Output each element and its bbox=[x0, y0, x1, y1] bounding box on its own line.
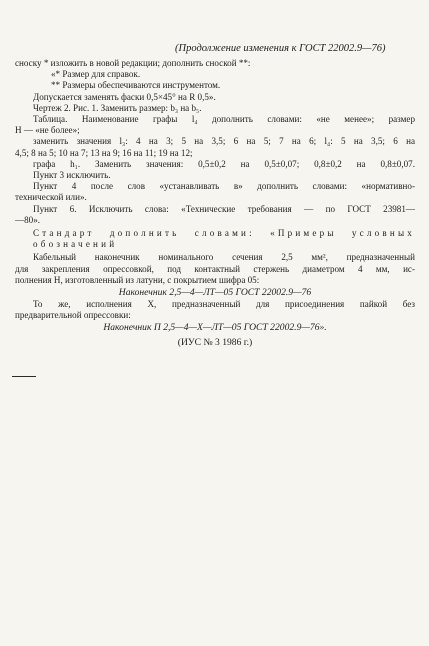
document-body bbox=[15, 58, 415, 350]
text-line: Стандарт дополнить словами: «Примеры условных обозначений bbox=[33, 228, 415, 250]
text-line: Кабельный наконечник номинального сечения 2,5 мм², предназначенный bbox=[33, 252, 415, 263]
text-line: Чертеж 2. Рис. 1. Заменить размер: b₃ на b₅. bbox=[33, 102, 202, 113]
text-line: 4,5; 8 на 5; 10 на 7; 13 на 9; 16 на 11; 19 на 12; bbox=[15, 147, 193, 158]
text-line: ** Размеры обеспечиваются инструментом. bbox=[51, 80, 221, 91]
text-line: —80». bbox=[15, 214, 41, 225]
page-header: (Продолжение изменения к ГОСТ 22002.9—76) bbox=[175, 43, 386, 54]
text-line: Пункт 4 после слов «устанавливать в» дополнить словами: «нормативно- bbox=[33, 181, 415, 192]
text-line: То же, исполнения X, предназначенный для присоединения пайкой без bbox=[33, 299, 415, 310]
text-line: Допускается заменять фаски 0,5×45° на R 0,5». bbox=[33, 91, 216, 102]
source-reference: (ИУС № 3 1986 г.) bbox=[177, 337, 253, 349]
text-line: Пункт 6. Исключить слова: «Технические требования — по ГОСТ 23981— bbox=[33, 203, 415, 214]
text-line: H — «не более»; bbox=[15, 125, 80, 136]
designation-example: Наконечник 2,5—4—ЛТ—05 ГОСТ 22002.9—76 bbox=[118, 287, 312, 299]
text-line: графа h₁. Заменить значения: 0,5±0,2 на 0,5±0,07; 0,8±0,2 на 0,8±0,07. bbox=[33, 158, 415, 169]
text-line: Таблица. Наименование графы l₄ дополнить словами: «не менее»; размер bbox=[33, 114, 415, 125]
designation-example: Наконечник П 2,5—4—X—ЛТ—05 ГОСТ 22002.9—76». bbox=[103, 322, 327, 334]
text-line: предварительной опрессовки: bbox=[15, 310, 131, 321]
text-line: для закрепления опрессовкой, под контактный стержень диаметром 4 мм, ис- bbox=[15, 263, 415, 274]
text-line: технической или». bbox=[15, 192, 87, 203]
text-line: Пункт 3 исключить. bbox=[33, 170, 111, 181]
text-line: сноску * изложить в новой редакции; дополнить сноской **: bbox=[15, 58, 251, 68]
text-line: «* Размер для справок. bbox=[51, 69, 141, 80]
text-line: заменить значения l₃: 4 на 3; 5 на 3,5; 6 на 5; 7 на 6; l₄: 5 на 3,5; 6 на bbox=[33, 136, 415, 147]
divider-line bbox=[12, 376, 36, 377]
text-line: полнения H, изготовленный из латуни, с покрытием шифра 05: bbox=[15, 274, 260, 285]
